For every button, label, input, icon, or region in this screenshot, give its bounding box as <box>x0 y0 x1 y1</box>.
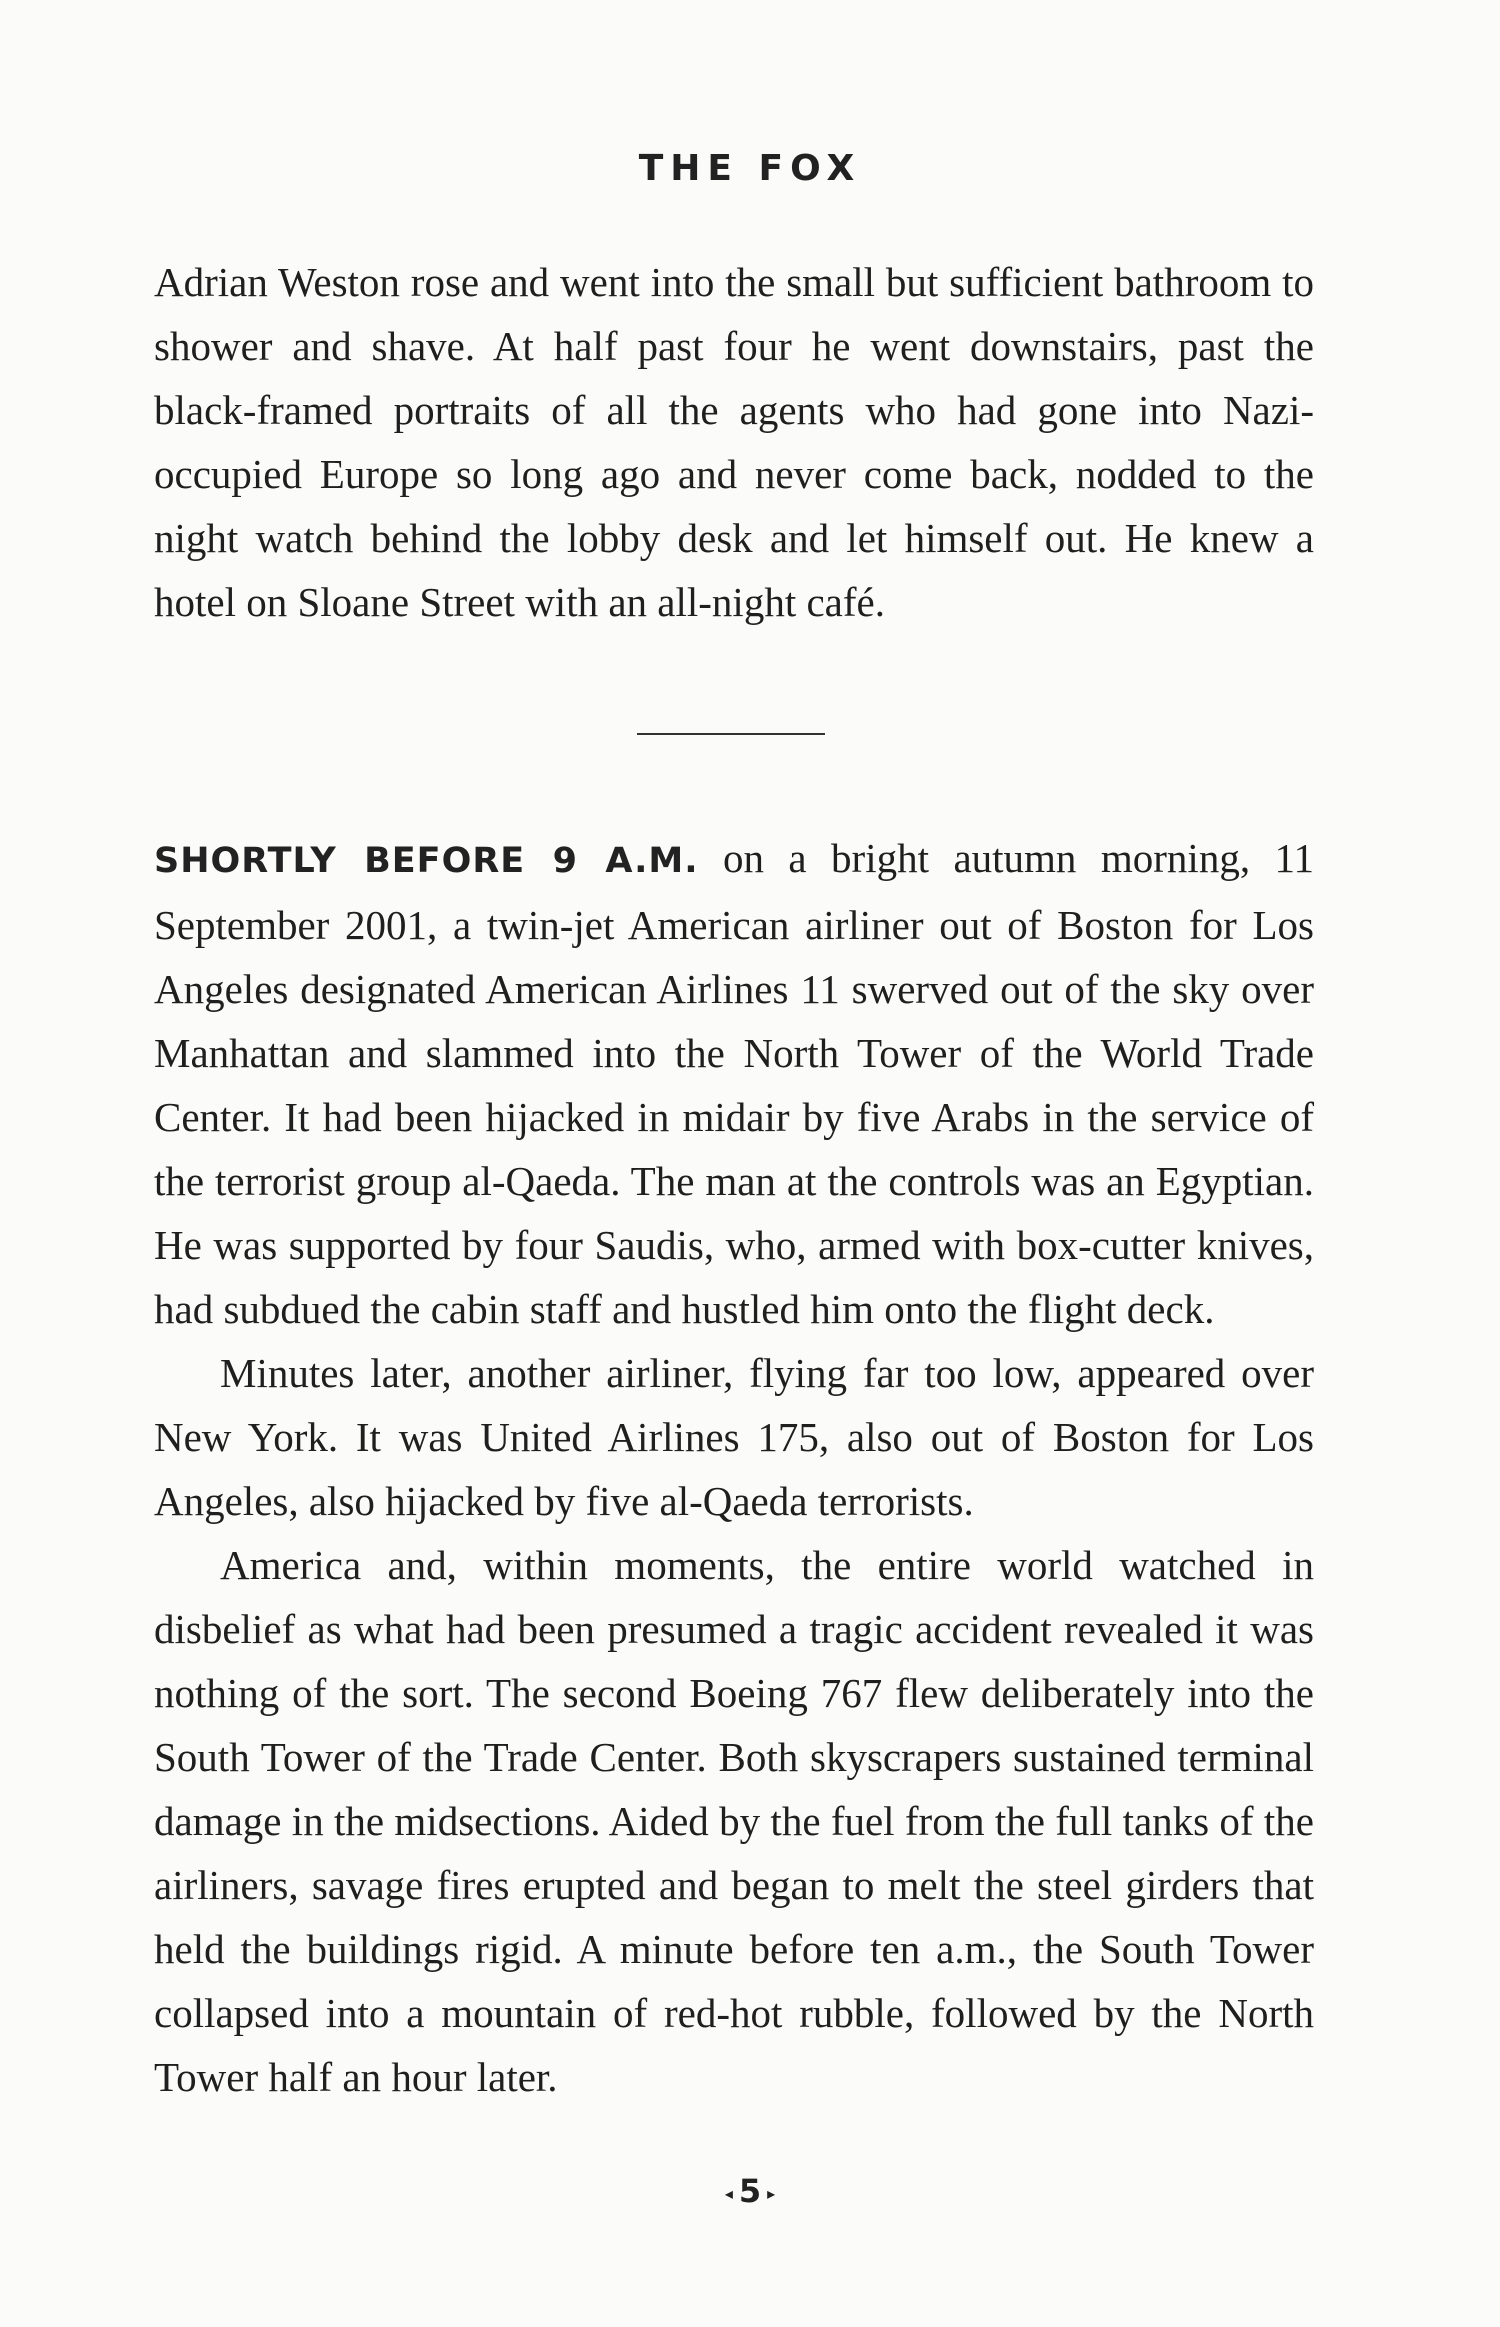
section-lead-in: SHORTLY BEFORE 9 A.M. <box>154 841 699 881</box>
section-break-rule <box>637 733 825 735</box>
right-ornament-icon: ▸ <box>767 2183 776 2203</box>
page-number: 5 <box>738 2172 762 2210</box>
paragraph-first-attack-text: on a bright autumn morning, 11 September 2001, a twin-jet American airliner out of Boston for Los Angeles designated American Airlines 11 swerved out of the sky over Manhattan and slammed into the North Tower of the World Trade Center. It had been hijacked in midair by five Arabs in the service of the terrorist group al-Qaeda. The man at the controls was an Egyptian. He was supported by four Saudis, who, armed with box-cutter knives, had subdued the cabin staff and hustled him onto the flight deck. <box>154 835 1315 1332</box>
section-two <box>154 826 1314 2109</box>
paragraph-collapse: America and, within moments, the entire world watched in disbelief as what had been presumed a tragic accident revealed it was nothing of the sort. The second Boeing 767 flew deliberately into the South Tower of the Trade Center. Both skyscrapers sustained terminal damage in the midsections. Aided by the fuel from the full tanks of the airliners, savage fires erupted and began to melt the steel girders that held the buildings rigid. A minute before ten a.m., the South Tower collapsed into a mountain of red-hot rubble, followed by the North Tower half an hour later. <box>154 1542 1314 2100</box>
paragraph-second-airliner: Minutes later, another airliner, flying far too low, appeared over New York. It was United Airlines 175, also out of Boston for Los Angeles, also hijacked by five al-Qaeda terrorists. <box>154 1350 1314 1524</box>
paragraph-weston: Adrian Weston rose and went into the small but sufficient bathroom to shower and shave. At half past four he went downstairs, past the black-framed portraits of all the agents who had gone into Nazi-occupied Europe so long ago and never come back, nodded to the night watch behind the lobby desk and let himself out. He knew a hotel on Sloane Street with an all-night café. <box>154 259 1314 625</box>
left-ornament-icon: ◂ <box>724 2183 733 2203</box>
page-number-footer <box>0 2172 1500 2210</box>
section-one <box>154 250 1314 634</box>
running-head-title: THE FOX <box>638 148 862 189</box>
paragraph-first-attack <box>154 826 1314 1341</box>
